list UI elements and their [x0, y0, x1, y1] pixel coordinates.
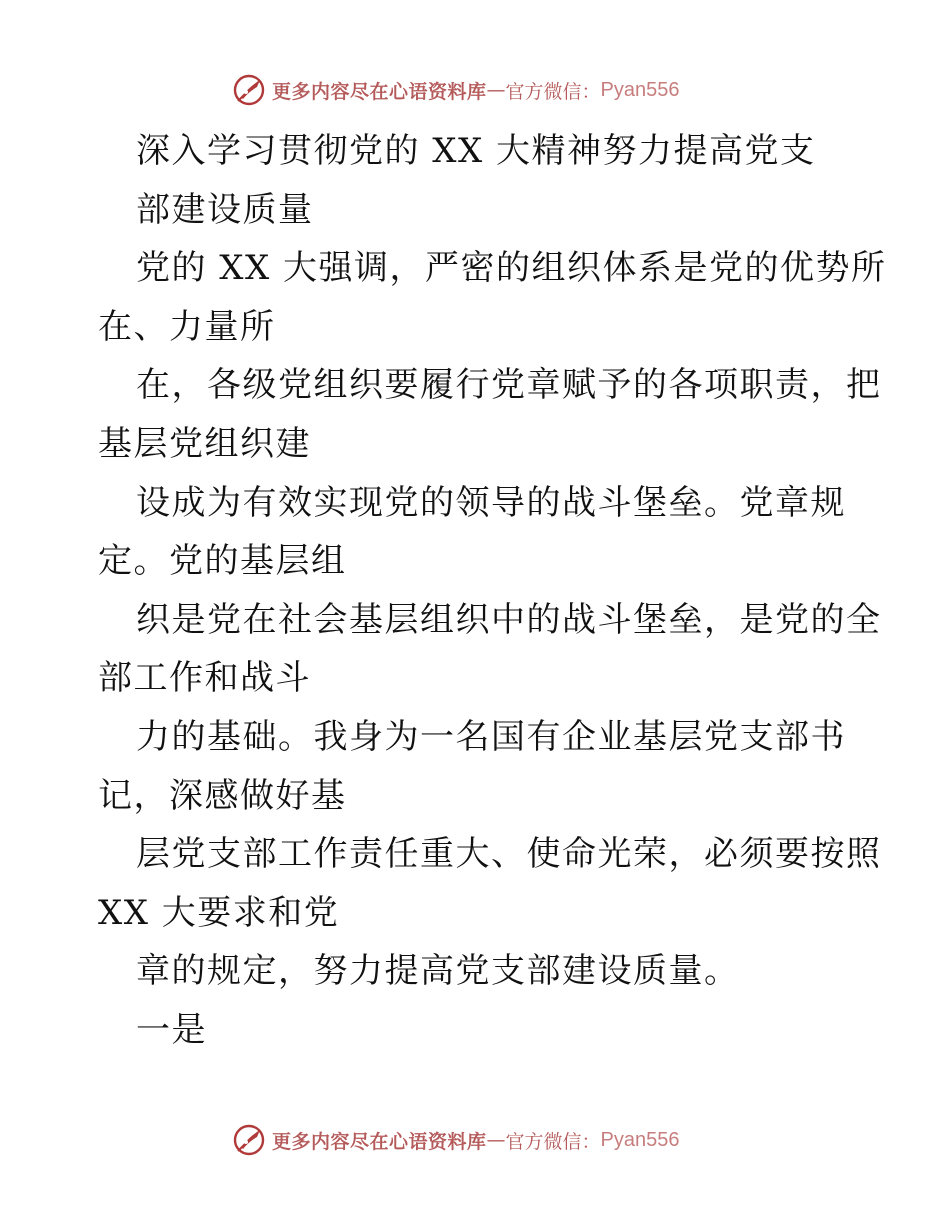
pen-nib-logo-icon — [232, 73, 266, 107]
text-line: 设成为有效实现党的领导的战斗堡垒。党章规 — [136, 482, 846, 523]
header-banner — [232, 70, 680, 110]
text-line: 定。党的基层组 — [98, 541, 347, 582]
text-line: XX 大要求和党 — [98, 892, 340, 933]
text-line: 章的规定，努力提高党支部建设质量。 — [136, 951, 740, 992]
banner-wechat-label: 官方微信： — [505, 80, 601, 103]
banner-title: 更多内容尽在心语资料库 — [272, 80, 487, 103]
text-line: 部建设质量 — [136, 189, 314, 230]
text-line: 记，深感做好基 — [98, 775, 347, 816]
text-line: 层党支部工作责任重大、使命光荣，必须要按照 — [136, 834, 882, 875]
text-line: 在、力量所 — [98, 306, 276, 347]
text-line: 力的基础。我身为一名国有企业基层党支部书 — [136, 716, 846, 757]
banner-wechat-id: Pyan556 — [600, 78, 680, 101]
text-line: 织是党在社会基层组织中的战斗堡垒，是党的全 — [136, 599, 882, 640]
text-line: 一是 — [136, 1009, 207, 1050]
text-line: 深入学习贯彻党的 XX 大精神努力提高党支 — [136, 131, 816, 171]
pen-nib-logo-icon — [232, 1123, 266, 1157]
banner-dash: — — [486, 79, 506, 101]
banner-dash: — — [486, 1129, 506, 1151]
text-line: 基层党组织建 — [98, 423, 311, 464]
footer-banner — [232, 1120, 680, 1160]
document-body — [98, 122, 887, 1060]
banner-title: 更多内容尽在心语资料库 — [272, 1130, 487, 1153]
banner-wechat-label: 官方微信： — [505, 1130, 601, 1153]
text-line: 部工作和战斗 — [98, 658, 311, 699]
banner-wechat-id: Pyan556 — [600, 1128, 680, 1151]
text-line: 党的 XX 大强调，严密的组织体系是党的优势所 — [136, 248, 887, 289]
text-line: 在，各级党组织要履行党章赋予的各项职责，把 — [136, 365, 882, 406]
